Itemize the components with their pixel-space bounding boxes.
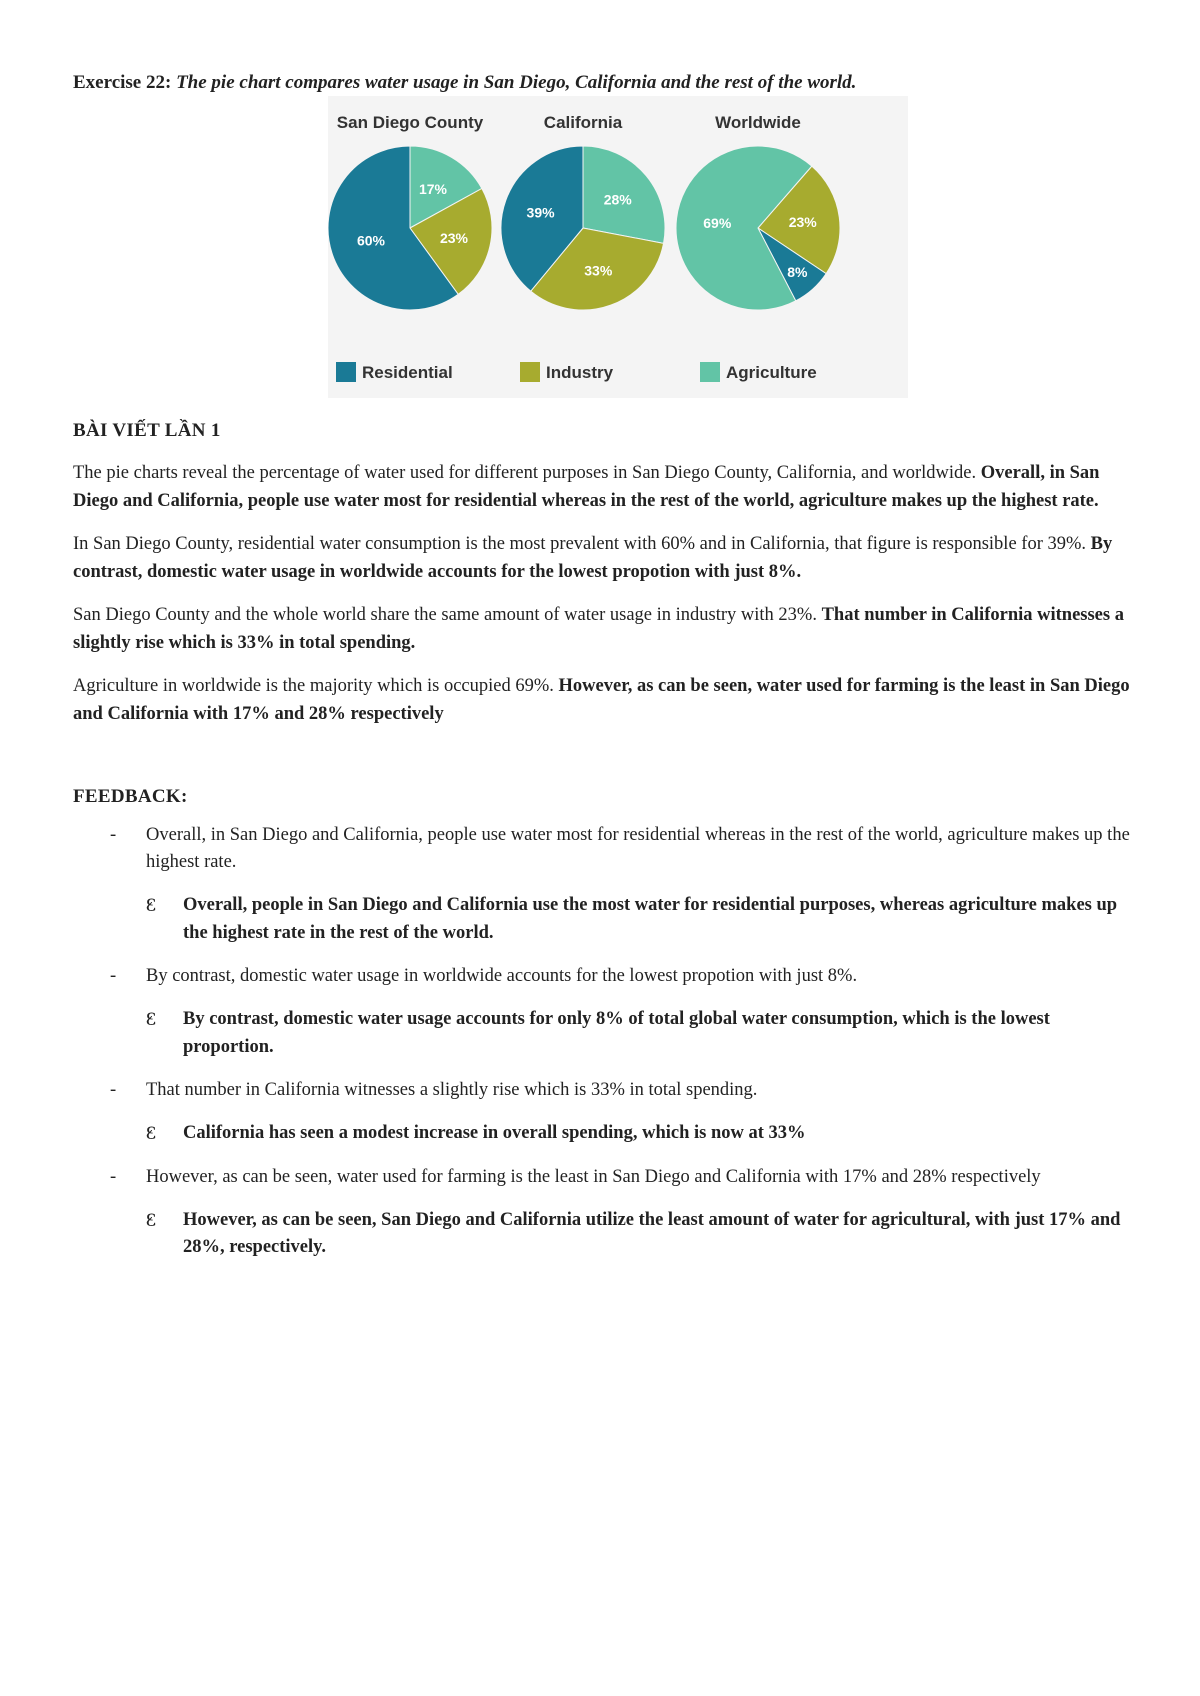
- essay-p1-bold: Overall, in San Diego and California, people use water most for residential whereas in the rest of the world, agriculture makes up the highest rate.: [73, 463, 1100, 511]
- feedback-original-1: [73, 822, 1133, 876]
- feedback-corrected-text: However, as can be seen, San Diego and California utilize the least amount of water for agricultural, with just 17% and 28%, respectively.: [183, 1209, 1121, 1257]
- feedback-corrected-1: [73, 892, 1133, 947]
- arrow-bullet-icon: Ꜫ: [146, 1210, 157, 1230]
- feedback-original-text: However, as can be seen, water used for farming is the least in San Diego and California with 17% and 28% respectively: [146, 1166, 1041, 1187]
- pie-chart-figure: [73, 96, 1133, 398]
- feedback-corrected-text: By contrast, domestic water usage accounts for only 8% of total global water consumption, which is the lowest proportion.: [183, 1009, 1050, 1057]
- pie-slice-label: 17%: [418, 181, 447, 198]
- essay-p4-text: Agriculture in worldwide is the majority which is occupied 69%.: [73, 676, 559, 696]
- pie-title: California: [543, 113, 623, 132]
- feedback-original-4: [73, 1164, 1133, 1191]
- legend-label: Residential: [362, 363, 453, 382]
- exercise-description: The pie chart compares water usage in San Diego, California and the rest of the world.: [176, 72, 857, 93]
- pie-slice-label: 28%: [603, 191, 632, 208]
- pie-slice-label: 23%: [788, 214, 817, 231]
- legend-label: Industry: [546, 363, 614, 382]
- feedback-corrected-4: [73, 1207, 1133, 1262]
- essay-paragraph-4: [73, 673, 1133, 728]
- pie-slice-label: 39%: [526, 204, 555, 221]
- exercise-title: [73, 70, 1133, 96]
- arrow-bullet-icon: Ꜫ: [146, 896, 157, 915]
- document-page: [73, 70, 1133, 1278]
- dash-bullet: -: [110, 966, 117, 986]
- exercise-label: Exercise 22:: [73, 72, 172, 93]
- feedback-original-3: [73, 1077, 1133, 1104]
- essay-p3-bold: That number in California witnesses a slightly rise which is 33% in total spending.: [73, 605, 1124, 653]
- pie-title: Worldwide: [715, 113, 801, 132]
- essay-p2-bold: By contrast, domestic water usage in worldwide accounts for the lowest propotion with just 8%.: [73, 534, 1113, 582]
- legend-label: Agriculture: [726, 363, 817, 382]
- arrow-bullet-icon: Ꜫ: [146, 1010, 157, 1029]
- legend-swatch: [700, 362, 720, 382]
- feedback-heading: FEEDBACK:: [73, 786, 188, 807]
- pie-charts-svg: [328, 96, 908, 398]
- dash-bullet: -: [110, 1080, 117, 1100]
- pie-slice-label: 23%: [439, 229, 469, 246]
- essay-paragraph-2: [73, 531, 1133, 586]
- pie-title: San Diego County: [336, 113, 484, 132]
- essay-p2-text: In San Diego County, residential water consumption is the most prevalent with 60% and in California, that figure is responsible for 39%.: [73, 534, 1091, 554]
- feedback-original-text: By contrast, domestic water usage in worldwide accounts for the lowest propotion with just 8%.: [146, 966, 858, 986]
- feedback-original-text: Overall, in San Diego and California, people use water most for residential whereas in the rest of the world, agriculture makes up the highest rate.: [146, 825, 1130, 872]
- pie-slice-label: 33%: [584, 262, 613, 279]
- essay-p3-text: San Diego County and the whole world share the same amount of water usage in industry with 23%.: [73, 605, 822, 625]
- feedback-original-2: [73, 963, 1133, 990]
- feedback-original-text: That number in California witnesses a slightly rise which is 33% in total spending.: [146, 1080, 758, 1100]
- legend-swatch: [520, 362, 540, 382]
- feedback-corrected-2: [73, 1006, 1133, 1061]
- feedback-corrected-text: Overall, people in San Diego and California use the most water for residential purposes, whereas agriculture makes up the highest rate in the rest of the world.: [183, 895, 1118, 943]
- essay-p4-bold: However, as can be seen, water used for farming is the least in San Diego and California with 17% and 28% respectively: [73, 676, 1130, 724]
- pie-slice-label: 8%: [787, 264, 808, 281]
- feedback-corrected-3: [73, 1120, 1133, 1148]
- dash-bullet: -: [110, 1166, 117, 1187]
- dash-bullet: -: [110, 825, 117, 845]
- pie-slice-label: 69%: [703, 215, 732, 232]
- arrow-bullet-icon: Ꜫ: [146, 1124, 157, 1143]
- essay-p1-text: The pie charts reveal the percentage of water used for different purposes in San Diego County, California, and worldwide.: [73, 463, 981, 483]
- legend-swatch: [336, 362, 356, 382]
- essay-heading: BÀI VIẾT LẦN 1: [73, 420, 221, 441]
- pie-slice-label: 60%: [356, 232, 386, 249]
- essay-paragraph-3: [73, 602, 1133, 657]
- feedback-corrected-text: California has seen a modest increase in overall spending, which is now at 33%: [183, 1123, 806, 1143]
- essay-paragraph-1: [73, 460, 1133, 515]
